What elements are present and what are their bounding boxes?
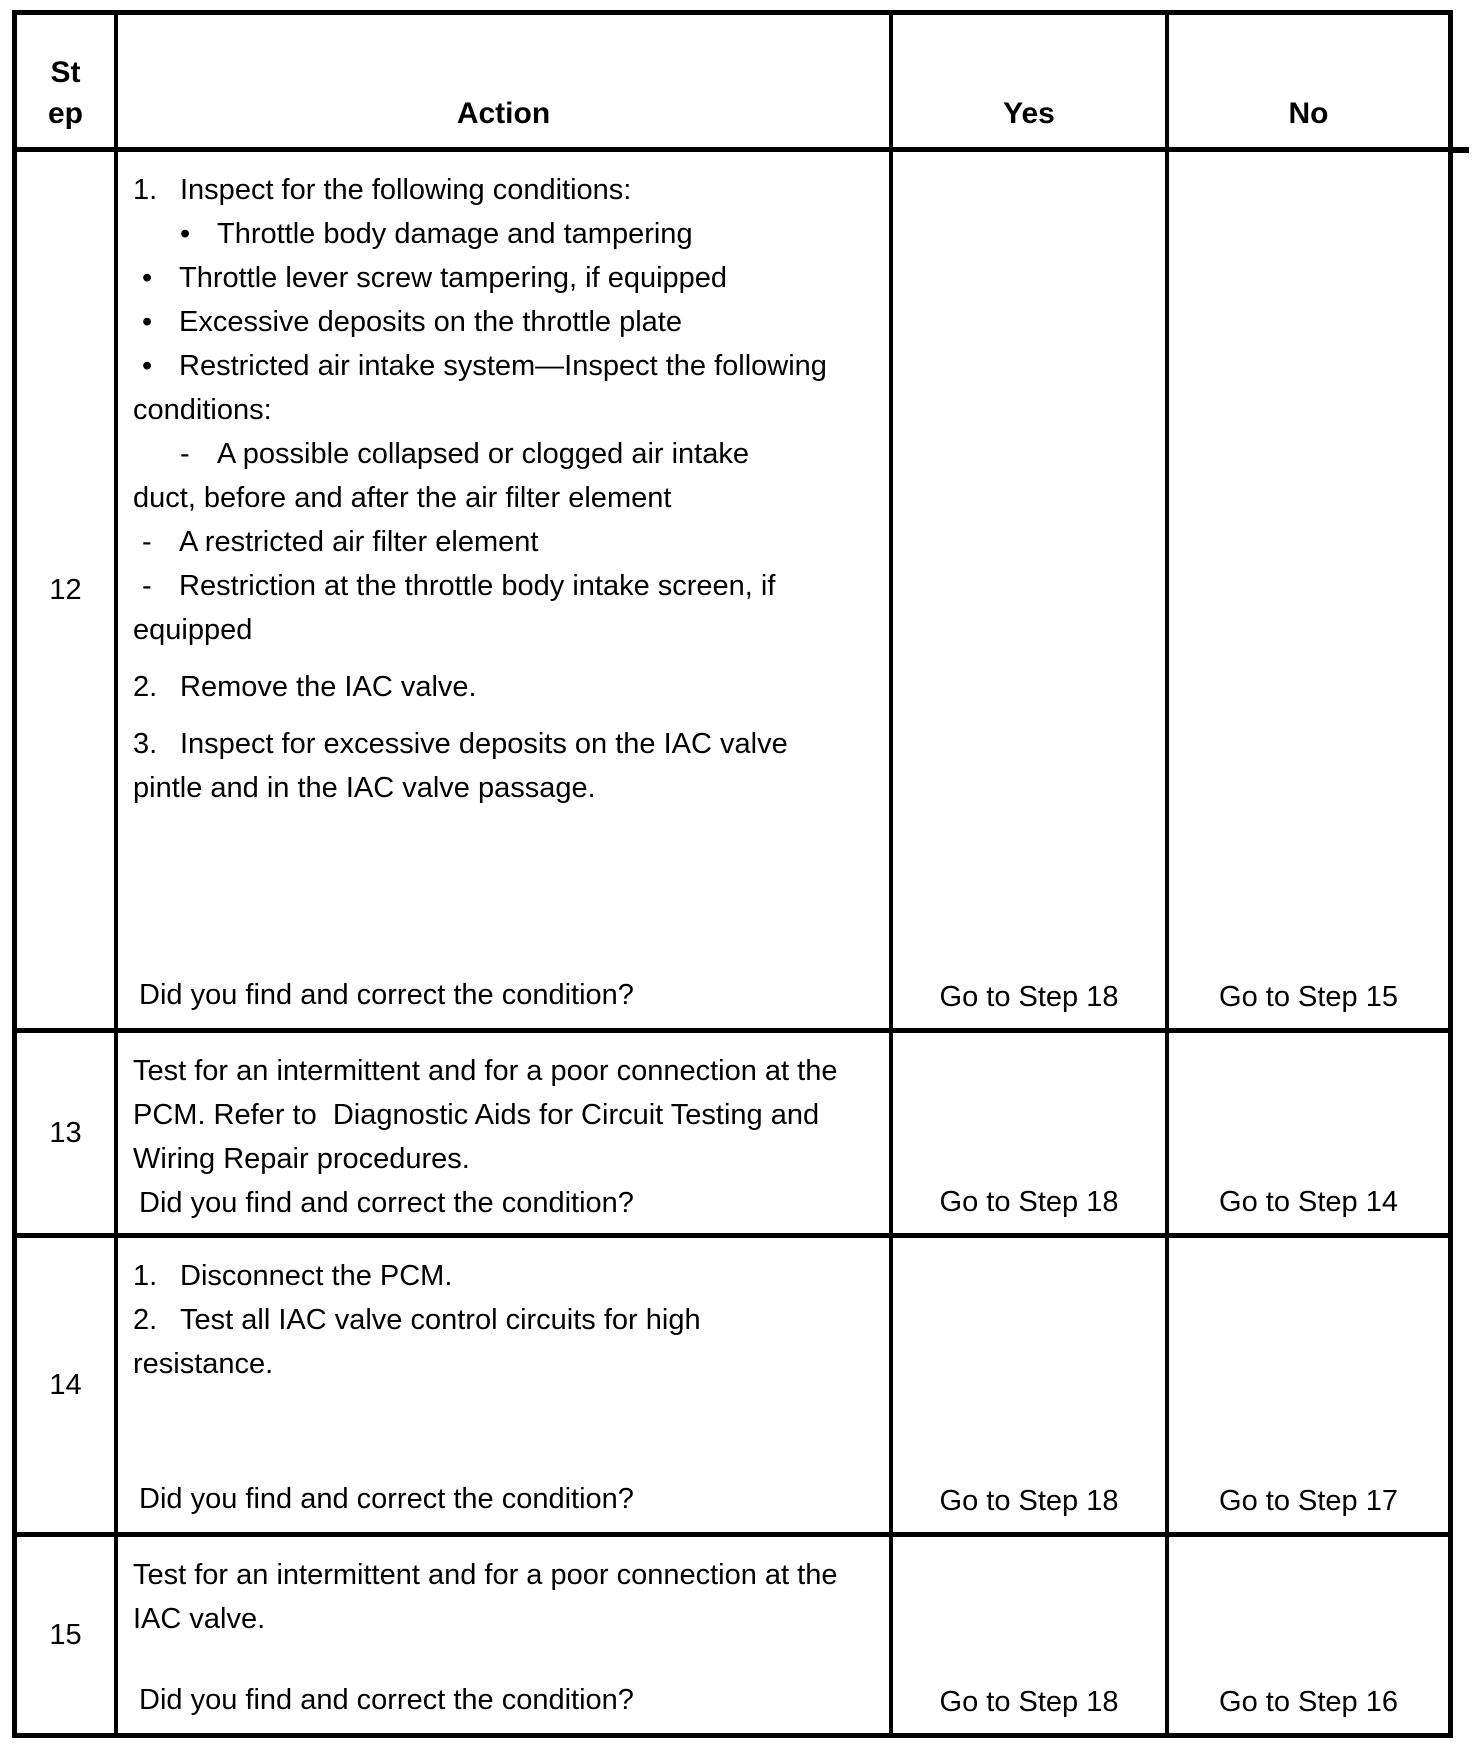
action-text-line: [133, 1597, 871, 1641]
dash-icon: -: [180, 438, 190, 470]
action-line-text: conditions:: [133, 394, 272, 426]
diagnostic-table: [12, 10, 1453, 1738]
step-number: 15: [17, 1532, 114, 1733]
yes-cell-value: Go to Step 18: [889, 1233, 1165, 1532]
action-text-line: [133, 1137, 871, 1181]
action-list-line: [133, 344, 871, 388]
no-cell-value: Go to Step 15: [1165, 147, 1448, 1028]
action-list-line: [133, 564, 871, 608]
list-number: 1.: [133, 174, 158, 206]
action-text-line: [133, 388, 871, 432]
action-line-text: Test for an intermittent and for a poor connection at the: [133, 1055, 838, 1087]
step-number: 13: [17, 1028, 114, 1233]
action-list-line: [133, 300, 871, 344]
action-line-text: Inspect for the following conditions:: [180, 174, 632, 206]
action-list-line: [133, 665, 871, 709]
action-list-line: [133, 168, 871, 212]
header-step-line2: ep: [47, 97, 83, 130]
no-cell-value: Go to Step 16: [1165, 1532, 1448, 1733]
action-line-text: IAC valve.: [133, 1603, 266, 1635]
action-text-line: [133, 1093, 871, 1137]
action-line-text: pintle and in the IAC valve passage.: [133, 772, 596, 804]
action-line-text: Disconnect the PCM.: [180, 1260, 453, 1292]
yes-cell-value: Go to Step 18: [889, 1532, 1165, 1733]
action-cell: [114, 147, 889, 1028]
no-cell-value: Go to Step 14: [1165, 1028, 1448, 1233]
action-question: Did you find and correct the condition?: [139, 1483, 634, 1515]
action-line-text: A restricted air filter element: [179, 526, 539, 558]
action-text-line: [133, 766, 871, 810]
action-text-line: [133, 1342, 871, 1386]
action-line-text: PCM. Refer to Diagnostic Aids for Circuit Testing and: [133, 1099, 820, 1131]
action-list-line: [133, 432, 871, 476]
action-text-line: [133, 1553, 871, 1597]
action-line-text: Remove the IAC valve.: [180, 671, 477, 703]
action-list-line: [133, 212, 871, 256]
action-text-line: [133, 608, 871, 652]
bullet-icon: •: [142, 262, 153, 294]
action-line-text: Test all IAC valve control circuits for high: [180, 1304, 701, 1336]
dash-icon: -: [142, 526, 152, 558]
action-line-text: Wiring Repair procedures.: [133, 1143, 470, 1175]
action-line-text: A possible collapsed or clogged air intake: [217, 438, 749, 470]
action-list-line: [133, 520, 871, 564]
action-line-text: Excessive deposits on the throttle plate: [179, 306, 682, 338]
action-question: Did you find and correct the condition?: [139, 1187, 634, 1219]
scan-line-artifact: [1453, 147, 1469, 153]
action-list-line: [133, 1254, 871, 1298]
dash-icon: -: [142, 570, 152, 602]
yes-cell-value: Go to Step 18: [889, 1028, 1165, 1233]
action-line-text: Restriction at the throttle body intake screen, if: [179, 570, 776, 602]
action-line-text: resistance.: [133, 1348, 274, 1380]
action-list-line: [133, 722, 871, 766]
action-cell: [114, 1233, 889, 1532]
yes-cell-value: Go to Step 18: [889, 147, 1165, 1028]
step-number: 12: [17, 147, 114, 1028]
action-line-text: equipped: [133, 614, 253, 646]
action-cell: [114, 1532, 889, 1733]
header-yes: Yes: [889, 15, 1165, 147]
action-line-text: Test for an intermittent and for a poor connection at the: [133, 1559, 838, 1591]
no-cell-value: Go to Step 17: [1165, 1233, 1448, 1532]
header-step: [17, 15, 114, 147]
action-line-text: Throttle lever screw tampering, if equipped: [179, 262, 728, 294]
list-number: 1.: [133, 1260, 158, 1292]
action-line-text: duct, before and after the air filter element: [133, 482, 672, 514]
action-text-line: [133, 476, 871, 520]
action-line-text: Throttle body damage and tampering: [217, 218, 693, 250]
action-list-line: [133, 1298, 871, 1342]
bullet-icon: •: [180, 218, 191, 250]
bullet-icon: •: [142, 350, 153, 382]
action-list-line: [133, 256, 871, 300]
action-text-line: [133, 1049, 871, 1093]
action-question: Did you find and correct the condition?: [139, 979, 634, 1011]
list-number: 3.: [133, 728, 158, 760]
list-number: 2.: [133, 1304, 158, 1336]
action-line-text: Inspect for excessive deposits on the IAC valve: [180, 728, 788, 760]
step-number: 14: [17, 1233, 114, 1532]
action-line-text: Restricted air intake system—Inspect the following: [179, 350, 827, 382]
list-number: 2.: [133, 671, 158, 703]
header-step-line1: St: [50, 56, 81, 89]
action-cell: [114, 1028, 889, 1233]
bullet-icon: •: [142, 306, 153, 338]
header-no: No: [1165, 15, 1448, 147]
action-question: Did you find and correct the condition?: [139, 1684, 634, 1716]
header-action: Action: [114, 15, 889, 147]
